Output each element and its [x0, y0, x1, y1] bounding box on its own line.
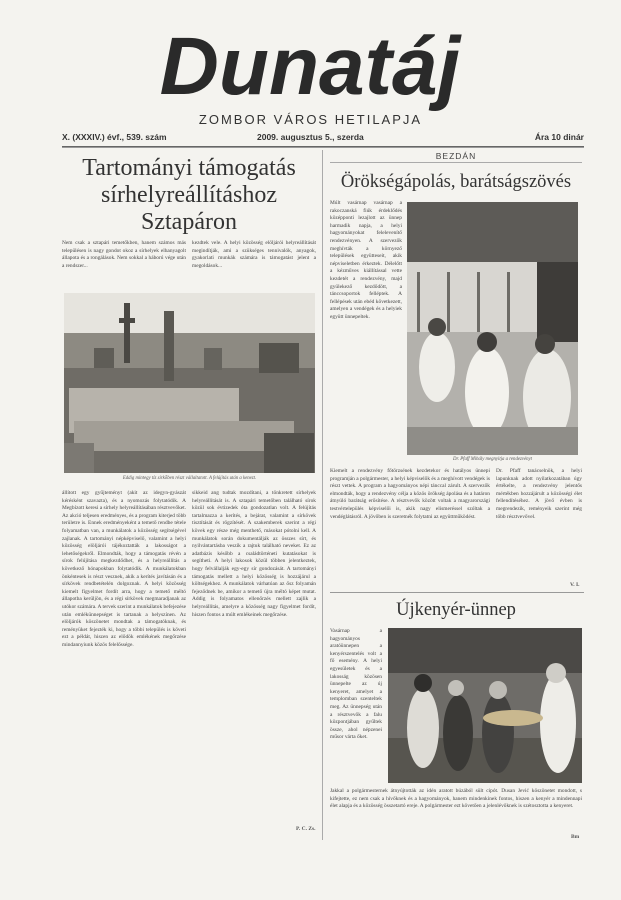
- article3-title: Újkenyér-ünnep: [396, 600, 516, 620]
- header-divider: [62, 147, 584, 148]
- article2-text-block: Dr. Pfaff tanácselnök, a helyi lapunknak adott nyilatkozatában úgy értékelte, a rendezvény jelentős mértékben hozzájárult a közösségi élet fellendítéséhez. A jövő évben is megrendezik, reményeik szerint még több résztvevővel.: [496, 468, 582, 520]
- festival-photo: [407, 202, 578, 455]
- article3-text-block: Jakkal a polgármesternek átnyújtották az idén aratott búzából sült cipót. Dusan Jević köszönetet mondott, s kifejtette, ez nem csak a hívőknek és a hagyományok, hanem mindenkinek fontos, hiszen a kenyér a mindennapi élet alapja és a közösség összetartó ereje. A polgármester ezt követően a jelenlévőknek is szétosztotta a kenyeret.: [330, 788, 582, 810]
- issue-date: 2009. augusztus 5., szerda: [257, 132, 364, 142]
- section-divider: [330, 592, 584, 593]
- issue-info-bar: [62, 132, 584, 147]
- issue-price: Ára 10 dinár: [534, 132, 584, 142]
- article1-signature: P. C. Zs.: [296, 826, 316, 832]
- article1-photo-caption: Eddig mintegy tíz sírkőben részt vállaltatott. A felújítás után a kenezt.: [122, 476, 257, 481]
- article1-text-block: kezdtek vele. A helyi közösség elöljárói helyreállítását megindítják, ami a szükséges tennivalók, anyagok, gyakorlati munkák számára is támogatást jelent a megoldások...: [192, 240, 316, 269]
- article2-signature: V. I.: [570, 582, 580, 588]
- article2-photo-caption: Dr. Pfaff Mihály megnyitja a rendezvényt: [453, 457, 532, 462]
- article1-text-block: sikkeid ang tudtak mozdítani, a tönkretett sírhelyek helyreállítását is. A sztapári temetőben található sírok közül sok évtizedek óta gondozatlan volt. A felújítás tartalmazza a kerítés, a bejárat, valamint a sírkövek tisztítását és rögzítését. A szakemberek szerint a régi kövek egy része még menthető, másokat pótolni kell. A munkálatok során dokumentálják az összes sírt, és nyilvántartásba veszik a rajtuk található neveket. Ez az adatbázis később a családtörténeti kutatásokat is segítheti. A helyi lakosok közül többen jelentkeztek, hogy felvállalják egy-egy sír gondozását. A tartományi támogatás mellett a helyi közösség is hozzájárul a költségekhez. A munkálatok várhatóan az ősz folyamán fejeződnek be, amikor a temető újra méltó képet mutat. Addig is folyamatos ellenőrzés mellett zajlik a helyreállítás, amelyre a közösség nagy figyelmet fordít, hiszen fontos a múlt emlékeinek megőrzése.: [192, 490, 316, 618]
- article1-title: Tartományi támogatás sírhelyreállításhoz Sztapáron: [82, 155, 296, 235]
- article2-title: Örökségápolás, barátságszövés: [340, 172, 572, 192]
- article2-text-block: Múlt vasárnap vasárnap a rakoczanská fiúk érdeklődés középponti lezajlott az ünnep harmadik napja, a helyi hagyományokat felelevenítő rendezvényen. A szervezők meghívták a környező települések együtteseit, akik népviseletben érkeztek. Délelőtt a kézműves kiállítással vette kezdetét a rendezvény, majd gyülekező kezdődött, a tánccsoportok felléptek. A fellépések után ebéd következett, amelyen a vendégek és a helyiek együtt ünnepeltek.: [330, 200, 402, 320]
- paper-subtitle: ZOMBOR VÁROS HETILAPJA: [198, 112, 423, 127]
- cemetery-photo: [64, 293, 315, 473]
- volume-number: X. (XXXIV.) évf., 539. szám: [62, 132, 167, 142]
- article1-text-block: Nem csak a sztapári temetőkben, hanem számos más településen is nagy gondot okoz a sírhelyek elhanyagolt állapota és a rongálások. Nem sokkal a háború vége után a rendszer...: [62, 240, 186, 269]
- article3-signature: Bm: [571, 834, 580, 840]
- article1-text-block: állított egy gyűjteményt (akit az idegyn-gyászát kérésként szavazta), és a nyomozás folytatódik. A Megbízott keresi a sírhely helyreállításában résztvevőket. Az akció teljesen eredményes, és a program kiterjed több területre is. Ennek eredményeként a temető rendbe tétele folyamatban van, a munkálatok a közösség segítségével zajlanak. A tartományi népképviselő, valamint a helyi közösség elöljárói tájékoztatták a lakosságot a lehetőségekről. Elmondták, hogy a támogatás révén a sírok felújítása megkezdődhet, és a helyreállítás a következő hónapokban folytatódik. A munkálatokban önkéntesek is részt vesznek, akik a kerítés javításán és a sírkövek rendbetételén dolgoznak. A helyi közösség kiemelt figyelmet fordít arra, hogy a temető méltó állapotba kerüljön, és a régi sírkövek megmaradjanak az utókor számára. A tervek szerint a munkálatok befejezése után emlékünnepséget is tartanak a helyszínen. Az elöljárók köszönetet mondtak a támogatóknak, és reményüket fejezték ki, hogy a többi település is követi ezt a példát, hiszen az elődök emlékének megőrzése mindannyiunk közös felelőssége.: [62, 490, 186, 648]
- bread-festival-photo: [388, 628, 582, 783]
- article2-kicker: BEZDÁN: [330, 151, 582, 163]
- logo-text: Dunatáj: [159, 22, 461, 112]
- column-divider: [322, 150, 323, 840]
- dunataj-logo: [135, 22, 485, 112]
- article2-text-block: Kiemelt a rendezvény főtörzsének kezdetekor és hatályos ünnepi programján a polgármester, a helyi képviselők és a meghívott vendégek is részt vettek. A program a hagyományos népi tánccal zárult. A szervezők elmondták, hogy a rendezvény célja a közös örökség ápolása és a határon átnyúló barátság erősítése. A résztvevők között voltak a magyarországi testvértelepülés képviselői is, akik nagy elismeréssel szóltak a vendéglátásról. A jövőben is szeretnék folytatni az együttműködést.: [330, 468, 490, 520]
- article3-text-block: Vasárnap a hagyományos aratóünnepen a kenyérszentelés volt a fő esemény. A helyi egyesületek és a lakosság közösen ünnepelte az új kenyeret, amelyet a templomban szenteltek meg. Az ünnepség után a résztvevők a falu központjában gyűltek össze, ahol népzenei műsor várta őket.: [330, 628, 382, 741]
